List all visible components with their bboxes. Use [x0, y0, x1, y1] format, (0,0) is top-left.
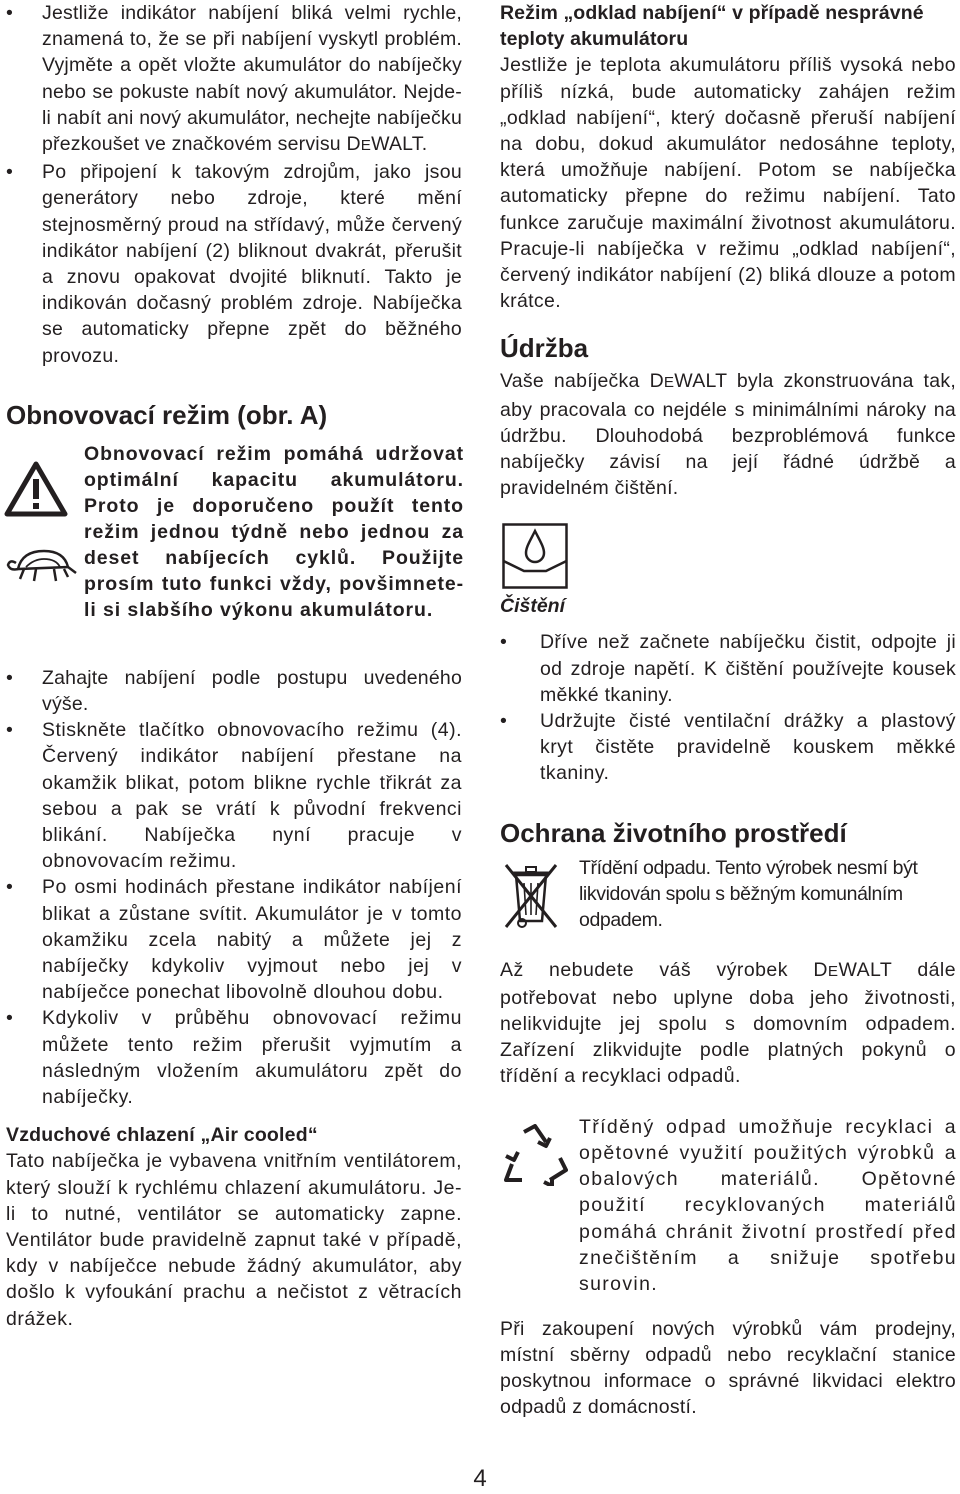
list-item: • Udržujte čisté ventilační drážky a plastový kryt čistěte pravidelně kouskem měkké tkaniny. [500, 708, 956, 787]
charge-delay-text: Jestliže je teplota akumulátoru příliš vysoká nebo příliš nízká, bude automaticky zahájen režim „odklad nabíjení“, který dočasně přeruší nabíjení na dobu, dokud akumulátor nedosáhne teploty, která umožňuje nabíjení. Potom se nabíječka automaticky přepne do režimu nabíjení. Tato funkce zaručuje maximální životnost akumulátoru. Pracuje-li nabíječka v režimu „odklad nabíjení“, červený indikátor nabíjení (2) bliká dlouze a potom krátce. [500, 54, 956, 313]
recycle-icon [502, 1124, 568, 1186]
air-cooled-heading: Vzduchové chlazení „Air cooled“ [6, 1124, 318, 1147]
renew-notice-text: Obnovovací režim pomáhá udržovat optimální kapacitu akumulátoru. Proto je doporučeno použít tento režim jednou týdně nebo jednou za deset nabíjecích cyklů. Použijte prosím tuto funkci vždy, povšimnete-li si slabšího výkonu akumulátoru. [84, 442, 464, 621]
turtle-icon [4, 545, 78, 585]
list-item: • Kdykoliv v průběhu obnovovací režimu můžete tento režim přerušit vyjmutím a následným vložením akumulátoru zpět do nabíječky. [6, 1005, 462, 1110]
cleaning-list [500, 629, 956, 786]
environment-heading: Ochrana životního prostředí [500, 817, 847, 848]
cleaning-drop-icon [502, 523, 568, 589]
renew-notice-block [6, 441, 462, 657]
charging-notes-list [6, 0, 462, 369]
maintenance-heading: Údržba [500, 333, 589, 364]
recycling-text: Tříděný odpad umožňuje recyklaci a opětovné využití použitých výrobků a obalových materiálů. Opětovné použití recyklovaných materiálů pomáhá chránit životní prostředí před znečištěním a snižuje spotřebu surovin. [579, 1115, 957, 1295]
warning-icon [4, 461, 68, 517]
maintenance-text: Vaše nabíječka DEWALT byla zkonstruována tak, aby pracovala co nejdéle s minimálními nároky na údržbu. Dlouhodobá bezproblémová funkce nabíječky závisí na její řádné údržbě a pravidelném čištění. [500, 370, 956, 500]
list-item: • Stiskněte tlačítko obnovovacího režimu (4). Červený indikátor nabíjení přestane na okamžik blikat, potom blikne rychle třikrát za sebou a pak se vrátí k původní frekvenci blikání. Nabíječka nyní pracuje v obnovovacím režimu. [6, 717, 462, 874]
crossed-bin-icon [502, 861, 560, 931]
list-item: • Jestliže indikátor nabíjení bliká velmi rychle, znamená to, že se při nabíjení vyskytl problém. Vyjměte a opět vložte akumulátor do nabíječky nebo se pokuste nabít nový akumulátor. Nejde-li nabít ani nový akumulátor, nechejte nabíječku přezkoušet ve značkovém servisu DEWALT. [6, 0, 462, 159]
purchase-info-text: Při zakoupení nových výrobků vám prodejny, místní sběrny odpadů nebo recyklační stanice poskytnou informace o správné likvidaci elektro odpadů z domácností. [500, 1317, 956, 1419]
page-number: 4 [473, 1465, 487, 1492]
renew-steps-list [6, 665, 462, 1110]
waste-sorting-text: Třídění odpadu. Tento výrobek nesmí být likvidován spolu s běžným komunálním odpadem. [579, 856, 918, 932]
list-item: • Po připojení k takovým zdrojům, jako jsou generátory nebo zdroje, které mění stejnosměrný proud na střídavý, může červený indikátor nabíjení (2) bliknout dvakrát, přerušit a znovu opakovat dvojité bliknutí. Takto je indikován dočasný problém zdroje. Nabíječka se automaticky přepne zpět do běžného provozu. [6, 159, 462, 369]
charge-delay-heading: Režim „odklad nabíjení“ v případě nesprávné teploty akumulátoru [500, 2, 924, 51]
recycling-block [500, 1114, 956, 1312]
list-item: • Dříve než začnete nabíječku čistit, odpojte ji od zdroje napětí. K čištění používejte kousek měkké tkaniny. [500, 629, 956, 708]
left-column [6, 0, 462, 1332]
renew-mode-heading: Obnovovací režim (obr. A) [6, 399, 328, 430]
disposal-text: Až nebudete váš výrobek DEWALT dále potřebovat nebo uplyne doba jeho životnosti, nelikvidujte jej spolu s domovním odpadem. Zařízení zlikvidujte podle platných pokynů o třídění a recyklaci odpadů. [500, 958, 956, 1088]
list-item: • Po osmi hodinách přestane indikátor nabíjení blikat a zůstane svítit. Akumulátor je v tomto okamžiku zcela nabitý a můžete jej z nabíječky kdykoliv vyjmout nebo jej v nabíječce ponechat libovolně dlouhou dobu. [6, 874, 462, 1005]
waste-sorting-block [500, 855, 956, 935]
air-cooled-text: Tato nabíječka je vybavena vnitřním ventilátorem, který slouží k rychlému chlazení akumulátoru. Je-li to nutné, ventilátor se automaticky zapne. Ventilátor bude pravidelně zapnut také v případě, kdy v nabíječce nebude žádný akumulátor, aby došlo k vyfoukání prachu a nečistot z větracích drážek. [6, 1150, 462, 1330]
list-item: • Zahajte nabíjení podle postupu uvedeného výše. [6, 665, 462, 717]
right-column [500, 0, 956, 1421]
cleaning-heading: Čištění [500, 595, 566, 618]
